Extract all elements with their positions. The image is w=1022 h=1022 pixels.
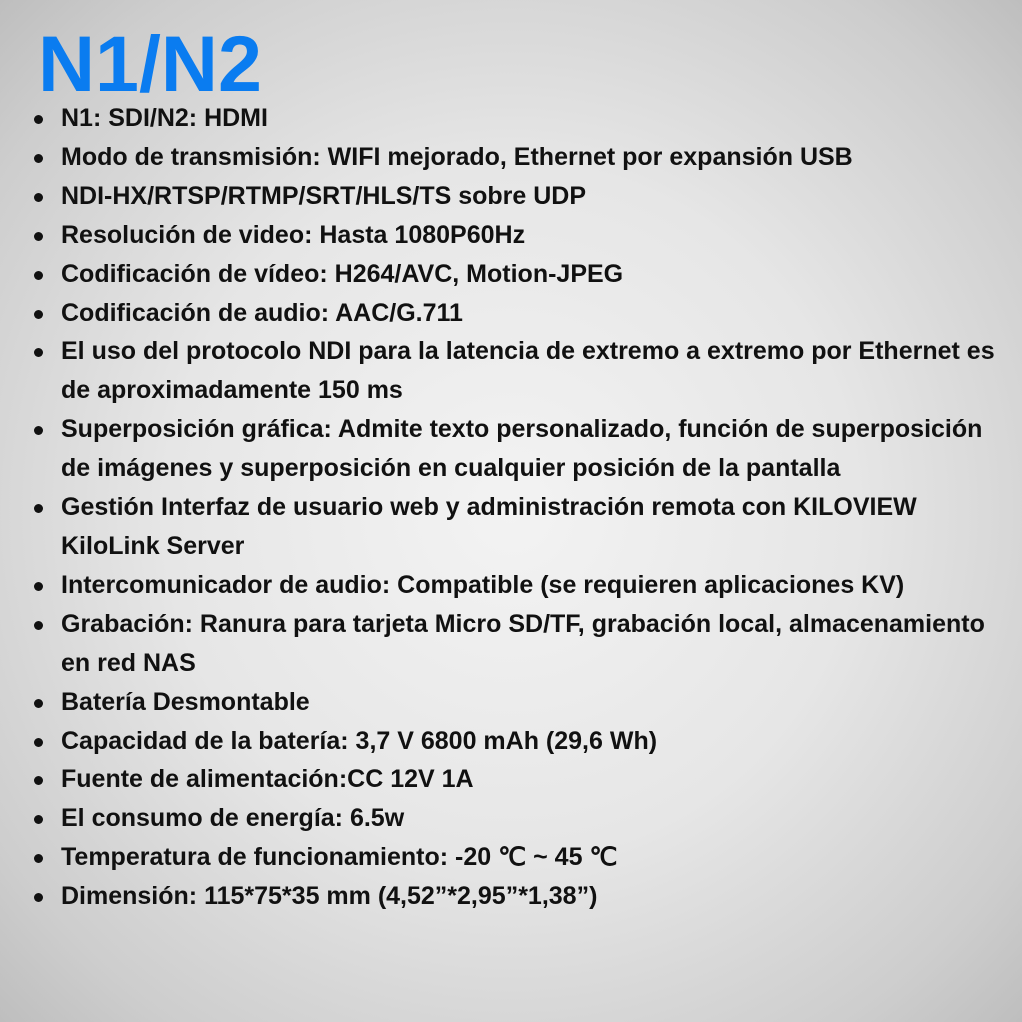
spec-text: Resolución de video: Hasta 1080P60Hz (61, 220, 526, 249)
spec-text: Dimensión: 115*75*35 mm (4,52”*2,95”*1,38”) (61, 882, 598, 911)
spec-item (28, 605, 1013, 683)
bullet-icon (34, 193, 43, 202)
spec-text: Fuente de alimentación:CC 12V 1A (61, 765, 474, 794)
spec-text: Grabación: Ranura para tarjeta Micro SD/TF, grabación local, almacenamiento en red NAS (61, 609, 985, 677)
spec-text: Capacidad de la batería: 3,7 V 6800 mAh (29,6 Wh) (61, 726, 658, 755)
page-title: N1/N2 (38, 19, 262, 108)
bullet-icon (34, 232, 43, 241)
bullet-icon (34, 115, 43, 124)
spec-item (28, 838, 1013, 877)
spec-item (28, 683, 1013, 722)
spec-item (28, 332, 1013, 410)
spec-text: Modo de transmisión: WIFI mejorado, Ethernet por expansión USB (61, 142, 853, 171)
spec-item (28, 488, 1013, 566)
bullet-icon (34, 426, 43, 435)
spec-text: NDI-HX/RTSP/RTMP/SRT/HLS/TS sobre UDP (61, 181, 587, 210)
spec-item (28, 99, 1013, 138)
bullet-icon (34, 854, 43, 863)
bullet-icon (34, 893, 43, 902)
spec-text: Codificación de audio: AAC/G.711 (61, 298, 463, 327)
spec-text: Batería Desmontable (61, 687, 310, 716)
bullet-icon (34, 815, 43, 824)
spec-item (28, 255, 1013, 294)
spec-item (28, 177, 1013, 216)
spec-text: El consumo de energía: 6.5w (61, 804, 405, 833)
spec-text: Gestión Interfaz de usuario web y administración remota con KILOVIEW KiloLink Server (61, 493, 917, 560)
spec-item (28, 799, 1013, 838)
spec-item (28, 216, 1013, 255)
bullet-icon (34, 621, 43, 630)
spec-item (28, 410, 1013, 488)
bullet-icon (34, 154, 43, 163)
bullet-icon (34, 348, 43, 357)
spec-item (28, 760, 1013, 799)
bullet-icon (34, 310, 43, 319)
spec-item (28, 138, 1013, 177)
spec-list (28, 99, 1013, 916)
spec-item (28, 294, 1013, 333)
spec-text: Superposición gráfica: Admite texto personalizado, función de superposición de imágenes y superposición en cualquier posición de la pantalla (61, 415, 983, 483)
spec-item (28, 566, 1013, 605)
bullet-icon (34, 776, 43, 785)
spec-item (28, 877, 1013, 916)
bullet-icon (34, 271, 43, 280)
bullet-icon (34, 738, 43, 747)
bullet-icon (34, 504, 43, 513)
spec-text: Codificación de vídeo: H264/AVC, Motion-JPEG (61, 259, 624, 288)
spec-item (28, 722, 1013, 761)
spec-text: El uso del protocolo NDI para la latencia de extremo a extremo por Ethernet es de aproximadamente 150 ms (61, 337, 995, 405)
spec-text: Intercomunicador de audio: Compatible (se requieren aplicaciones KV) (61, 570, 905, 599)
bullet-icon (34, 582, 43, 591)
spec-text: Temperatura de funcionamiento: -20 ℃ ~ 45 ℃ (61, 843, 618, 872)
bullet-icon (34, 699, 43, 708)
spec-text: N1: SDI/N2: HDMI (61, 104, 268, 132)
